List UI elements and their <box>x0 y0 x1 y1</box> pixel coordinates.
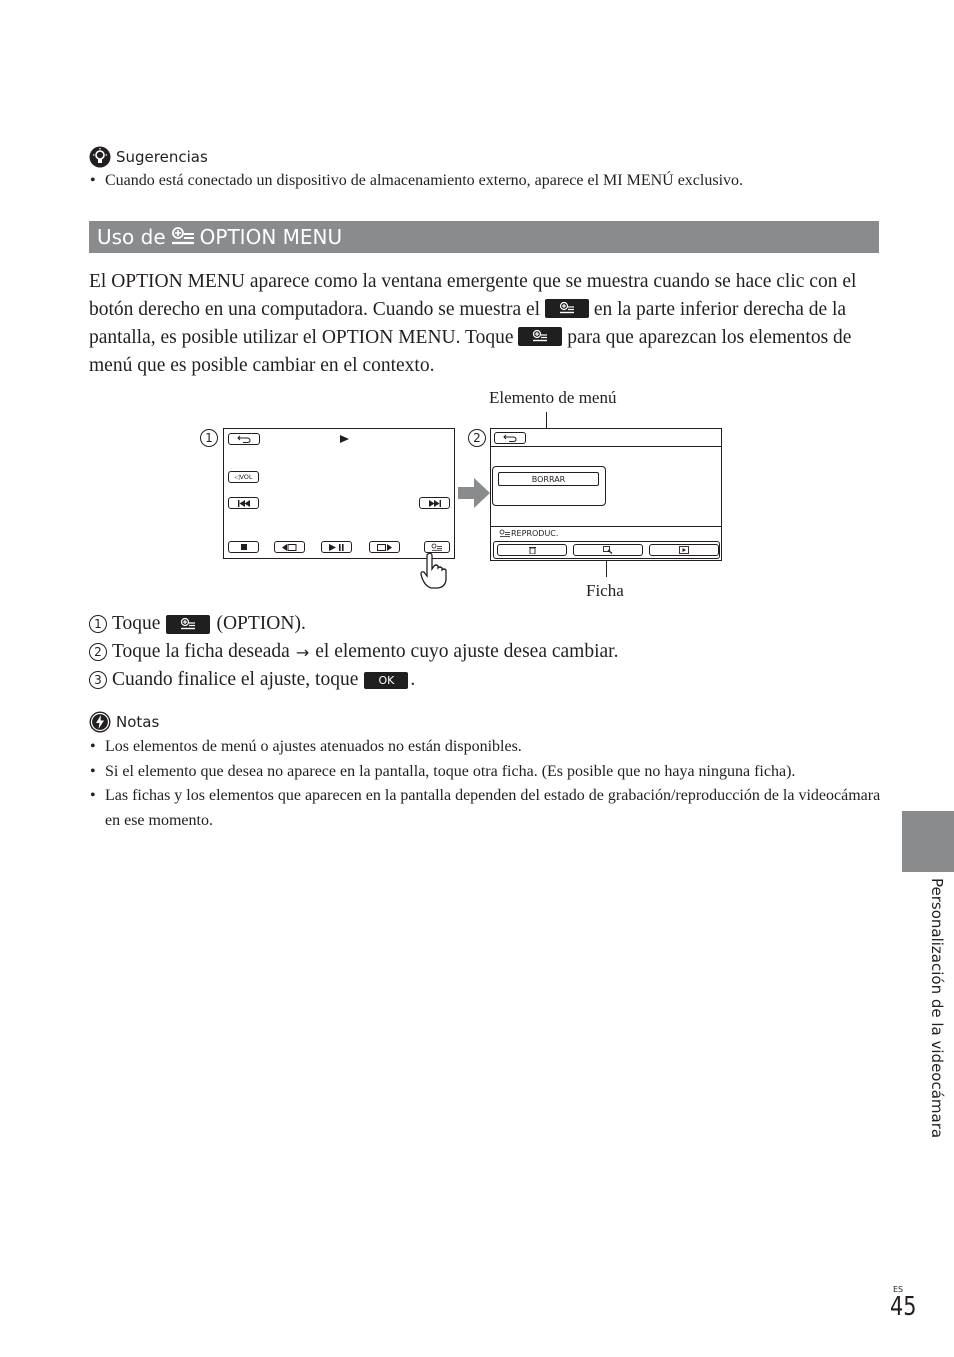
step-text: . <box>410 669 416 690</box>
return-icon <box>237 435 251 443</box>
intro-paragraph <box>89 268 889 380</box>
screen-2 <box>490 428 722 561</box>
list-item: • Si el elemento que desea no aparece en la pantalla, toque otra ficha. (Es posible que no haya ninguna ficha). <box>90 760 882 785</box>
page-number: 45 <box>890 1292 917 1322</box>
option-icon <box>170 226 196 248</box>
notes-heading-label: Notas <box>116 713 160 731</box>
tab-edit[interactable] <box>573 544 643 556</box>
tab-bar-divider <box>491 526 721 527</box>
lightbulb-icon <box>89 146 111 168</box>
label-menu-item: Elemento de menú <box>489 388 617 407</box>
step-text: Cuando finalice el ajuste, toque <box>112 669 359 690</box>
chapter-tab <box>902 811 954 872</box>
menu-item-label: BORRAR <box>531 474 566 484</box>
tab-delete[interactable] <box>497 544 567 556</box>
tips-list <box>90 169 880 194</box>
trash-icon <box>529 546 536 554</box>
edit-icon <box>603 546 613 554</box>
previous-button[interactable] <box>228 497 259 509</box>
return-button[interactable] <box>228 433 260 445</box>
tips-heading-label: Sugerencias <box>116 148 208 166</box>
step-text: Toque la ficha deseada <box>112 641 290 662</box>
intro-text-2: en la parte inferior derecha de la pantalla, es posible utilizar el OPTION MENU. Toque <box>89 299 847 348</box>
step-text: Toque <box>112 613 161 634</box>
play-pause-icon <box>329 544 345 551</box>
section-header <box>89 221 879 253</box>
next-button[interactable] <box>419 497 450 509</box>
play-indicator-icon <box>340 435 349 443</box>
screen-1 <box>223 428 455 559</box>
tips-heading <box>89 146 208 168</box>
return-icon <box>503 434 517 442</box>
play-pause-button[interactable] <box>321 541 352 553</box>
hand-pointer-icon <box>419 552 449 590</box>
list-item: • Los elementos de menú o ajustes atenuados no están disponibles. <box>90 735 882 760</box>
volume-button[interactable] <box>228 471 259 483</box>
tab-bar-label: REPRODUC. <box>511 529 559 538</box>
menu-item-borrar[interactable] <box>498 472 599 486</box>
figure-number-1: 1 <box>200 429 218 447</box>
playback-icon <box>679 546 689 554</box>
forward-button[interactable] <box>369 541 400 553</box>
previous-icon <box>237 500 251 507</box>
option-button-icon <box>166 615 210 634</box>
intro-text-3: para que aparezcan los elementos de menú que es posible cambiar en el contexto. <box>89 327 852 376</box>
list-item: • Cuando está conectado un dispositivo de almacenamiento externo, aparece el MI MENÚ exclusivo. <box>90 169 880 194</box>
figure-number-2: 2 <box>468 429 486 447</box>
section-title: OPTION MENU <box>199 225 343 249</box>
tab-playback[interactable] <box>649 544 719 556</box>
rewind-icon <box>282 544 298 551</box>
forward-icon <box>377 544 393 551</box>
list-item: • Las fichas y los elementos que aparecen en la pantalla dependen del estado de grabación/reproducción de la videocámara en ese momento. <box>90 784 882 833</box>
next-icon <box>428 500 442 507</box>
arrow-right-icon <box>458 478 490 508</box>
notes-list <box>90 735 882 833</box>
tab-bar-title <box>499 529 558 538</box>
chapter-title: Personalización de la videocámara <box>928 878 946 1139</box>
step-text: el elemento cuyo ajuste desea cambiar. <box>315 641 619 662</box>
step-number: 1 <box>89 615 107 633</box>
speaker-icon: ◁ <box>234 473 240 481</box>
option-icon <box>499 529 511 538</box>
option-button-icon <box>545 299 589 318</box>
step-text: (OPTION). <box>216 613 306 634</box>
stop-icon <box>241 544 247 550</box>
step-3 <box>89 669 415 691</box>
step-number: 3 <box>89 671 107 689</box>
arrow-icon: → <box>295 642 310 662</box>
option-icon <box>431 543 443 551</box>
option-button-icon <box>518 327 562 346</box>
warning-icon <box>89 711 111 733</box>
section-prefix: Uso de <box>97 225 166 249</box>
step-1 <box>89 613 306 635</box>
language-code: ES <box>893 1285 904 1294</box>
return-button[interactable] <box>494 432 526 444</box>
step-number: 2 <box>89 643 107 661</box>
step-2 <box>89 641 618 663</box>
label-tab-line <box>606 560 607 577</box>
intro-text-1: El OPTION MENU aparece como la ventana emergente que se muestra cuando se hace clic con el botón derecho en una computadora. Cuando se muestra el <box>89 271 857 320</box>
volume-label: VOL <box>239 473 253 481</box>
stop-button[interactable] <box>228 541 259 553</box>
ok-button-icon: OK <box>364 672 408 689</box>
rewind-button[interactable] <box>274 541 305 553</box>
label-tab: Ficha <box>586 581 624 600</box>
notes-heading <box>89 711 159 733</box>
